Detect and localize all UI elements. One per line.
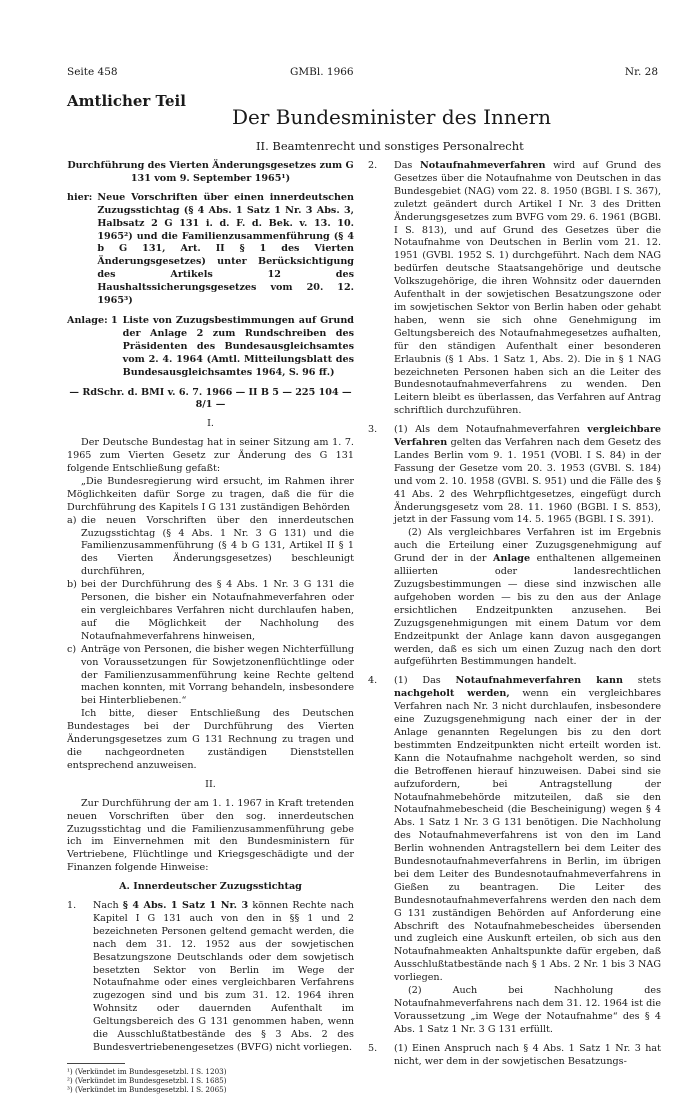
footnote: ¹) (Verkündet im Bundesgesetzbl. I S. 1203)	[67, 1066, 227, 1076]
footnote: ³) (Verkündet im Bundesgesetzbl. I S. 2065)	[67, 1084, 227, 1094]
paragraph: Zur Durchführung der am 1. 1. 1967 in Kraft tretenden neuen Vorschriften über den sog. innerdeutschen Zuzugsstichtag und die Familienzusammenführung gebe ich im Einvernehmen mit den Bundesministern für Vertriebene, Flüchtlinge und Kriegsgeschädigte und der Finanzen folgende Hinweise:	[67, 797, 354, 874]
paragraph: Ich bitte, dieser Entschließung des Deutschen Bundestages bei der Durchführung des Vierten Änderungsgesetzes zum G 131 Rechnung zu tragen und die nachgeordneten zuständigen Dienststellen entsprechend anzuweisen.	[67, 708, 354, 771]
ministry-heading: Der Bundesminister des Innern	[232, 105, 552, 129]
list-marker: a)	[67, 514, 77, 526]
list-text: Anträge von Personen, die bisher wegen Nichterfüllung von Voraussetzungen für Sowjetzonenflüchtlinge oder der Familienzusammenführung keine Rechte geltend machen konnten, mit Vorrang behandeln, insbesondere bei Hinterbliebenen.“	[81, 643, 354, 707]
item-number: 1.	[67, 900, 77, 912]
item-text: (1) Als dem Notaufnahmeverfahren vergleichbare Verfahren gelten das Verfahren nach dem Gesetz des Landes Berlin vom 9. 1. 1951 (VOBl. I S. 84) in der Fassung der Gesetze vom 20. 3. 1953 (GVBl. S. 184) und vom 2. 10. 1958 (GVBl. S. 951) und die Fälle des § 41 Abs. 2 des Wehrpflichtgesetzes, eingefügt durch Änderungsgesetz vom 28. 11. 1960 (BGBl. I S. 853), jetzt in der Fassung vom 14. 5. 1965 (BGBl. I S. 391).	[394, 424, 661, 526]
right-column	[368, 160, 661, 1069]
list-item	[67, 579, 354, 644]
subsection-heading: A. Innerdeutscher Zuzugsstichtag	[119, 881, 302, 893]
list-text: die neuen Vorschriften über den innerdeutschen Zuzugsstichtag (§ 4 Abs. 1 Nr. 3 G 131) und die Familienzusammenführung (§ 4 b G 131, Artikel II § 1 des Vierten Änderungsgesetzes) beschleunigt durchführen,	[81, 514, 354, 578]
chapter-heading-2: II.	[205, 778, 216, 790]
part-heading: Amtlicher Teil	[67, 92, 186, 110]
issue-number: Nr. 28	[624, 66, 658, 78]
attachment-block	[67, 315, 354, 380]
list-item	[67, 515, 354, 580]
paragraph: (2) Auch bei Nachholung des Notaufnahmeverfahrens nach dem 31. 12. 1964 ist die Voraussetzung „im Wege der Notaufnahme“ des § 4 Abs. 1 Satz 1 Nr. 3 G 131 erfüllt.	[394, 985, 661, 1035]
item-number: 5.	[368, 1042, 378, 1054]
page-number: Seite 458	[67, 66, 118, 78]
numbered-item	[368, 675, 661, 985]
decree-reference: — RdSchr. d. BMI v. 6. 7. 1966 — II B 5 — 225 104 — 8/1 —	[69, 386, 352, 411]
item-number: 2.	[368, 160, 378, 171]
list-item	[67, 644, 354, 709]
paragraph: Der Deutsche Bundestag hat in seiner Sitzung am 1. 7. 1965 zum Vierten Gesetz zur Änderung des G 131 folgende Entschließung gefaßt:	[67, 437, 354, 475]
item-number: 3.	[368, 424, 378, 436]
chapter-heading-1: I.	[207, 418, 214, 430]
paragraph: (2) Als vergleichbares Verfahren ist im Ergebnis auch die Erteilung einer Zuzugsgenehmigung auf Grund der in der Anlage enthaltenen allgemeinen alliierten oder landesrechtlichen Zuzugsbestimmungen — diese sind inzwischen alle aufgehoben worden — bis zu den aus der Anlage ersichtlichen Endzeitpunkten anzusehen. Bei Zuzugsgenehmigungen mit einem Datum vor dem Endzeitpunkt der Anlage kann davon ausgegangen werden, daß es sich um einen Zuzug nach den dort aufgeführten Bestimmungen handelt.	[394, 527, 661, 668]
journal-title: GMBl. 1966	[290, 66, 354, 78]
item-text: (1) Das Notaufnahmeverfahren kann stets nachgeholt werden, wenn ein vergleichbares Verfahren nach Nr. 3 nicht durchlaufen, insbesondere eine Zuzugsgenehmigung nach einer der in der Anlage genannten Regelungen bis zu den dort bestimmten Endzeitpunkten nicht erteilt worden ist. Kann die Notaufnahme nachgeholt werden, so sind die Betroffenen hierauf hinzuweisen. Dabei sind sie aufzufordern, bei Antragstellung der Notaufnahmebehörde mitzuteilen, daß sie den Notaufnahmebescheid (die Bescheinigung) wegen § 4 Abs. 1 Satz 1 Nr. 3 G 131 benötigen. Die Nachholung des Notaufnahmeverfahrens ist von den im Land Berlin wohnenden Antragstellern bei dem Leiter des Bundesnotaufnahmeverfahrens in Berlin, im übrigen bei dem Leiter des Bundesnotaufnahmeverfahrens in Gießen zu beantragen. Die Leiter des Bundesnotaufnahmeverfahrens werden den nach dem G 131 zuständigen Behörden auf Anforderung eine Abschrift des Notaufnahmebescheides übersenden und zugleich eine Auskunft erteilen, ob sich aus den Notaufnahmeakten Anhaltspunkte dafür ergeben, daß Ausschlußtatbestände nach § 1 Abs. 2 Nr. 1 bis 3 NAG vorliegen.	[394, 675, 662, 984]
numbered-item	[368, 160, 661, 418]
subject-text: Neue Vorschriften über einen innerdeutschen Zuzugsstichtag (§ 4 Abs. 1 Satz 1 Nr. 3 Abs. 3, Halbsatz 2 G 131 i. d. F. d. Bek. v. 13. 10. 1965²) und die Familienzusammenführung (§ 4 b G 131, Art. II § 1 des Vierten Änderungsgesetzes) unter Berücksichtigung des Artikels 12 des Haushaltssicherungsgesetzes vom 20. 12. 1965³)	[97, 191, 354, 307]
footnote-divider	[67, 1063, 125, 1064]
list-text: bei der Durchführung des § 4 Abs. 1 Nr. 3 G 131 die Personen, die bisher ein Notaufnahmeverfahren oder ein vergleichbares Verfahren nicht durchlaufen haben, auf die Möglichkeit der Nachholung des Notaufnahmeverfahrens hinweisen,	[81, 579, 354, 642]
list-marker: b)	[67, 579, 77, 591]
decree-title: Durchführung des Vierten Änderungsgesetzes zum G 131 vom 9. September 1965¹)	[67, 160, 354, 184]
footnote: ²) (Verkündet im Bundesgesetzbl. I S. 1685)	[67, 1075, 227, 1085]
quote-intro: „Die Bundesregierung wird ersucht, im Rahmen ihrer Möglichkeiten dafür Sorge zu tragen, daß die für die Durchführung des Kapitels I G 131 zuständigen Behörden	[67, 475, 354, 513]
list-marker: c)	[67, 643, 77, 655]
item-number: 4.	[368, 675, 378, 687]
subject-block	[67, 192, 354, 308]
section-heading: II. Beamtenrecht und sonstiges Personalrecht	[256, 139, 524, 153]
attachment-label: Anlage: 1	[67, 314, 118, 326]
attachment-text: Liste von Zuzugsbestimmungen auf Grund der Anlage 2 zum Rundschreiben des Präsidenten des Bundesausgleichsamtes vom 2. 4. 1964 (Amtl. Mitteilungsblatt des Bundesausgleichsamtes 1964, S. 96 ff.)	[122, 314, 354, 378]
left-column	[67, 160, 354, 1094]
numbered-item	[368, 424, 661, 527]
subject-label: hier:	[67, 191, 93, 203]
item-text: Das Notaufnahmeverfahren wird auf Grund des Gesetzes über die Notaufnahme von Deutschen in das Bundesgebiet (NAG) vom 22. 8. 1950 (BGBl. I S. 367), zuletzt geändert durch Artikel I Nr. 3 des Dritten Änderungsgesetzes zum BVFG vom 29. 6. 1961 (BGBl. I S. 813), und auf Grund des Gesetzes über die Notaufnahme von Deutschen in Berlin vom 21. 12. 1951 (GVBl. 1952 S. 1) durchgeführt. Nach dem NAG bedürfen deutsche Staatsangehörige und deutsche Volkszugehörige, die ihren Wohnsitz oder dauernden Aufenthalt in der sowjetischen Besatzungszone oder im sowjetischen Sektor von Berlin haben oder gehabt haben, wenn sie sich ohne Genehmigung im Geltungsbereich des Notaufnahmegesetzes aufhalten, für den ständigen Aufenthalt einer besonderen Erlaubnis (§ 1 Abs. 1 Satz 1, Abs. 2). Die in § 1 NAG bezeichneten Personen haben sich an die Leiter des Bundesnotaufnahmeverfahrens zu wenden. Den Leitern bleibt es überlassen, das Verfahren auf Antrag schriftlich durchzuführen.	[394, 160, 661, 417]
numbered-item	[368, 1043, 661, 1069]
item-text: Nach § 4 Abs. 1 Satz 1 Nr. 3 können Rechte nach Kapitel I G 131 auch von den in §§ 1 und 2 bezeichneten Personen geltend gemacht werden, die nach dem 31. 12. 1952 aus der sowjetischen Besatzungszone Deutschlands oder dem sowjetisch besetzten Sektor von Berlin im Wege der Notaufnahme oder eines vergleichbaren Verfahrens zugezogen sind und bis zum 31. 12. 1964 ihren Wohnsitz oder dauernden Aufenthalt im Geltungsbereich des G 131 genommen haben, wenn die Ausschlußtatbestände des § 3 Abs. 2 des Bundesvertriebenengesetzes (BVFG) nicht vorliegen.	[93, 900, 354, 1053]
numbered-item	[67, 900, 354, 1055]
item-text: (1) Einen Anspruch nach § 4 Abs. 1 Satz 1 Nr. 3 hat nicht, wer dem in der sowjetischen Besatzungs-	[394, 1042, 661, 1067]
